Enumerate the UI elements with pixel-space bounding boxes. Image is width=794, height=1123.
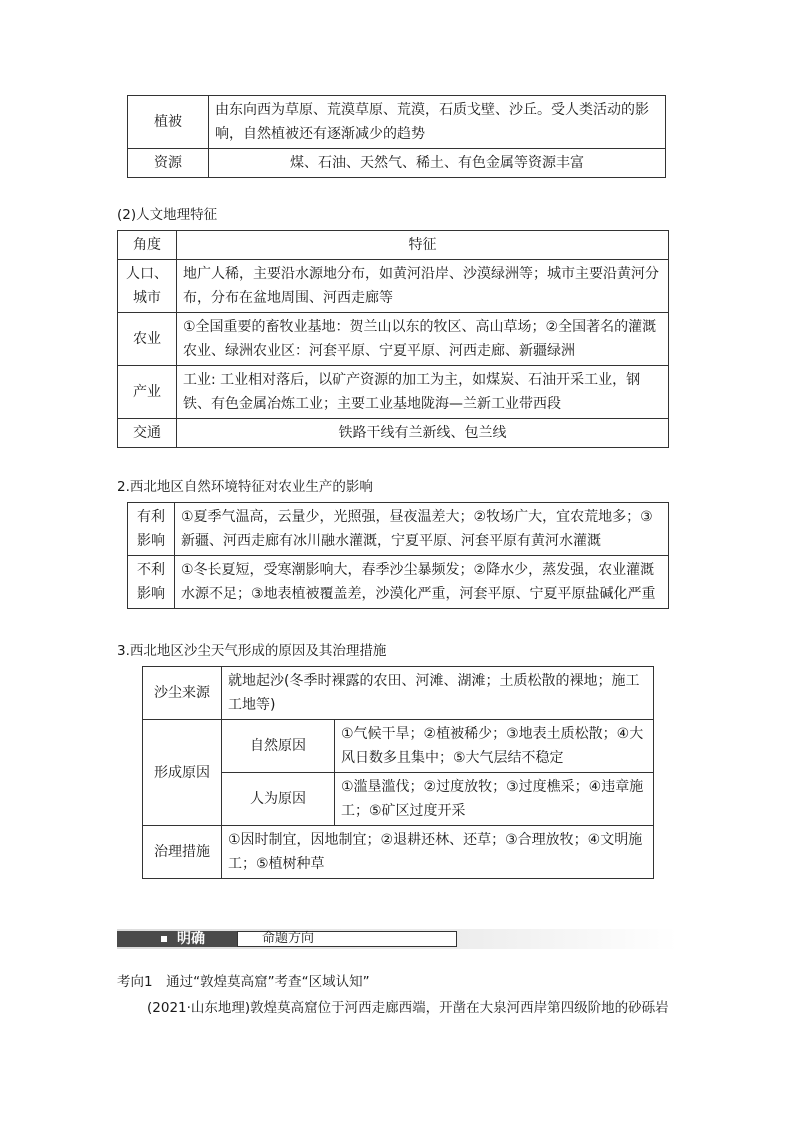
row-label: 人口、城市 (118, 260, 177, 313)
row-label: 形成原因 (143, 720, 222, 826)
section-heading-3: 3.西北地区沙尘天气形成的原因及其治理措施 (117, 643, 387, 659)
table-human-geography (117, 230, 669, 448)
table-row (143, 667, 654, 720)
table-row (118, 419, 669, 448)
row-label: 产业 (118, 366, 177, 419)
row-text: 工业: 工业相对落后，以矿产资源的加工为主，如煤炭、石油开采工业，钢铁、有色金属冶炼工业；主要工业基地陇海—兰新工业带西段 (177, 366, 669, 419)
table-agriculture-impact (127, 502, 669, 609)
row-label: 资源 (128, 149, 209, 178)
table-row (128, 149, 666, 178)
banner-left-label: 明确 (177, 931, 205, 947)
table-row (118, 313, 669, 366)
row-label: 交通 (118, 419, 177, 448)
row-text: ①滥垦滥伐；②过度放牧；③过度樵采；④违章施工；⑤矿区过度开采 (335, 773, 654, 826)
row-label: 植被 (128, 96, 209, 149)
table-row (128, 503, 669, 556)
table-header-row (118, 231, 669, 260)
row-label: 农业 (118, 313, 177, 366)
row-text: ①夏季气温高，云量少，光照强，昼夜温差大；②牧场广大，宜农荒地多；③新疆、河西走廊有冰川融水灌溉，宁夏平原、河套平原有黄河水灌溉 (175, 503, 669, 556)
question-paragraph: (2021·山东地理)敦煌莫高窟位于河西走廊西端，开凿在大泉河西岸第四级阶地的砂砾岩 (147, 1000, 669, 1016)
table-row (143, 826, 654, 879)
row-text: 地广人稀，主要沿水源地分布，如黄河沿岸、沙漠绿洲等；城市主要沿黄河分布，分布在盆地周围、河西走廊等 (177, 260, 669, 313)
table-row (118, 366, 669, 419)
row-text: ①气候干旱；②植被稀少；③地表土质松散；④大风日数多且集中；⑤大气层结不稳定 (335, 720, 654, 773)
row-label: 不利影响 (128, 556, 175, 609)
row-text: 煤、石油、天然气、稀土、有色金属等资源丰富 (209, 149, 666, 178)
header-cell: 特征 (177, 231, 669, 260)
row-text: ①冬长夏短，受寒潮影响大，春季沙尘暴频发；②降水少，蒸发强，农业灌溉水源不足；③地表植被覆盖差，沙漠化严重，河套平原、宁夏平原盐碱化严重 (175, 556, 669, 609)
table-sandstorm (142, 666, 654, 879)
table-row (128, 556, 669, 609)
table-row (143, 720, 654, 773)
header-cell: 角度 (118, 231, 177, 260)
row-label: 治理措施 (143, 826, 222, 879)
sub-label: 人为原因 (222, 773, 335, 826)
table-vegetation-resources (127, 95, 666, 178)
banner-right-label: 命题方向 (262, 931, 315, 946)
sub-label: 自然原因 (222, 720, 335, 773)
row-text: 由东向西为草原、荒漠草原、荒漠，石质戈壁、沙丘。受人类活动的影响，自然植被还有逐渐减少的趋势 (209, 96, 666, 149)
row-label: 有利影响 (128, 503, 175, 556)
row-text: 就地起沙(冬季时裸露的农田、河滩、湖滩；土质松散的裸地；施工工地等) (222, 667, 654, 720)
banner-right-box (237, 931, 457, 947)
table-row (128, 96, 666, 149)
section-banner (117, 929, 677, 949)
row-text: ①全国重要的畜牧业基地：贺兰山以东的牧区、高山草场；②全国著名的灌溉农业、绿洲农业区：河套平原、宁夏平原、河西走廊、新疆绿洲 (177, 313, 669, 366)
section-heading-2: 2.西北地区自然环境特征对农业生产的影响 (117, 479, 373, 495)
row-label: 沙尘来源 (143, 667, 222, 720)
kaoxiang-heading: 考向1 通过“敦煌莫高窟”考查“区域认知” (117, 974, 370, 990)
section-heading-human: (2)人文地理特征 (117, 207, 218, 223)
table-row (118, 260, 669, 313)
row-text: ①因时制宜，因地制宜；②退耕还林、还草；③合理放牧；④文明施工；⑤植树种草 (222, 826, 654, 879)
row-text: 铁路干线有兰新线、包兰线 (177, 419, 669, 448)
square-bullet-icon (161, 936, 167, 942)
